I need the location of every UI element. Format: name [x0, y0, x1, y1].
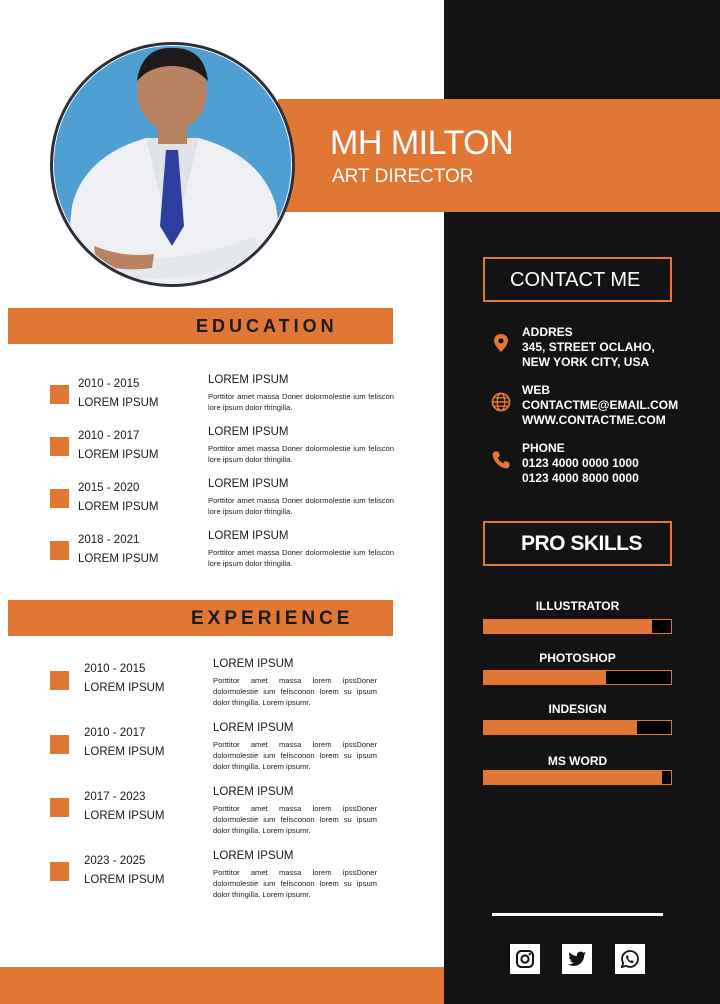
entry-heading: LOREM IPSUM	[213, 850, 294, 862]
entry-subtitle: LOREM IPSUM	[78, 553, 159, 565]
entry-subtitle: LOREM IPSUM	[84, 874, 165, 886]
web-label: WEB	[522, 383, 550, 397]
skill-bar	[483, 720, 672, 735]
instagram-icon[interactable]	[510, 944, 540, 974]
entry-subtitle: LOREM IPSUM	[78, 397, 159, 409]
entry-description: Porttitor amet massa lorem ipssDoner dolormolestie ium felisconon lorem su ipsum dolor tfringilla. Lorem ipsumr.	[213, 804, 377, 835]
skill-name: ILLUSTRATOR	[535, 599, 620, 613]
skill-bar	[483, 770, 672, 785]
entry-subtitle: LOREM IPSUM	[84, 810, 165, 822]
entry-description: Porttitor amet massa Doner dolormolestie ium feliscon lore ipsum dolor tfringilla.	[208, 496, 394, 516]
entry-years: 2010 - 2017	[78, 430, 140, 442]
twitter-icon[interactable]	[562, 944, 592, 974]
skill-bar	[483, 670, 672, 685]
skills-heading-text: PRO SKILLS	[521, 532, 643, 555]
phone-icon	[491, 450, 511, 470]
entry-description: Porttitor amet massa Doner dolormolestie ium feliscon lore ipsum dolor tfringilla.	[208, 444, 394, 464]
skill-name: MS WORD	[547, 754, 608, 768]
entry-heading: LOREM IPSUM	[208, 530, 289, 542]
bullet-square	[50, 735, 69, 754]
address-line: 345, STREET OCLAHO,	[522, 340, 655, 354]
skill-name: PHOTOSHOP	[539, 651, 616, 665]
globe-icon	[491, 392, 511, 412]
entry-description: Porttitor amet massa lorem ipssDoner dolormolestie ium felisconon lorem su ipsum dolor tfringilla. Lorem ipsumr.	[213, 676, 377, 707]
entry-heading: LOREM IPSUM	[208, 426, 289, 438]
profile-photo	[54, 46, 291, 283]
education-heading-text: EDUCATION	[196, 316, 338, 336]
entry-description: Porttitor amet massa lorem ipssDoner dolormolestie ium felisconon lorem su ipsum dolor tfringilla. Lorem ipsumr.	[213, 868, 377, 899]
bullet-square	[50, 671, 69, 690]
bullet-square	[50, 437, 69, 456]
person-name: MH MILTON	[330, 124, 514, 162]
bullet-square	[50, 862, 69, 881]
entry-subtitle: LOREM IPSUM	[78, 449, 159, 461]
education-heading	[8, 308, 393, 344]
phone-number[interactable]: 0123 4000 0000 1000	[522, 456, 639, 470]
entry-subtitle: LOREM IPSUM	[84, 682, 165, 694]
entry-heading: LOREM IPSUM	[213, 722, 294, 734]
entry-years: 2023 - 2025	[84, 855, 146, 867]
entry-subtitle: LOREM IPSUM	[84, 746, 165, 758]
skill-bar	[483, 619, 672, 634]
entry-years: 2015 - 2020	[78, 482, 140, 494]
bullet-square	[50, 489, 69, 508]
entry-years: 2010 - 2017	[84, 727, 146, 739]
bullet-square	[50, 385, 69, 404]
skill-bar-fill	[484, 671, 606, 684]
address-line: NEW YORK CITY, USA	[522, 355, 650, 369]
skill-bar-fill	[484, 721, 637, 734]
entry-heading: LOREM IPSUM	[208, 478, 289, 490]
skills-heading	[483, 521, 672, 566]
skill-bar-fill	[484, 620, 652, 633]
contact-heading	[483, 257, 672, 302]
contact-heading-text: CONTACT ME	[510, 269, 641, 291]
entry-description: Porttitor amet massa Doner dolormolestie ium feliscon lore ipsum dolor tfringilla.	[208, 548, 394, 568]
footer-bar	[0, 967, 444, 1004]
job-title: ART DIRECTOR	[332, 166, 474, 187]
entry-years: 2010 - 2015	[78, 378, 140, 390]
entry-heading: LOREM IPSUM	[208, 374, 289, 386]
whatsapp-icon[interactable]	[615, 944, 645, 974]
entry-years: 2018 - 2021	[78, 534, 140, 546]
skill-name: INDESIGN	[548, 702, 607, 716]
entry-heading: LOREM IPSUM	[213, 658, 294, 670]
entry-years: 2017 - 2023	[84, 791, 146, 803]
map-pin-icon	[491, 333, 511, 353]
bullet-square	[50, 541, 69, 560]
experience-heading	[8, 600, 393, 636]
entry-years: 2010 - 2015	[84, 663, 146, 675]
skill-bar-fill	[484, 771, 662, 784]
email-text[interactable]: CONTACTME@EMAIL.COM	[522, 398, 679, 412]
entry-description: Porttitor amet massa lorem ipssDoner dolormolestie ium felisconon lorem su ipsum dolor tfringilla. Lorem ipsumr.	[213, 740, 377, 771]
entry-heading: LOREM IPSUM	[213, 786, 294, 798]
entry-subtitle: LOREM IPSUM	[78, 501, 159, 513]
phone-number[interactable]: 0123 4000 8000 0000	[522, 471, 639, 485]
bullet-square	[50, 798, 69, 817]
address-label: ADDRES	[522, 325, 573, 339]
experience-heading-text: EXPERIENCE	[191, 608, 354, 629]
divider-line	[492, 913, 663, 916]
entry-description: Porttitor amet massa Doner dolormolestie ium feliscon lore ipsum dolor tfringilla.	[208, 392, 394, 412]
website-text[interactable]: WWW.CONTACTME.COM	[522, 413, 666, 427]
phone-label: PHONE	[522, 441, 565, 455]
